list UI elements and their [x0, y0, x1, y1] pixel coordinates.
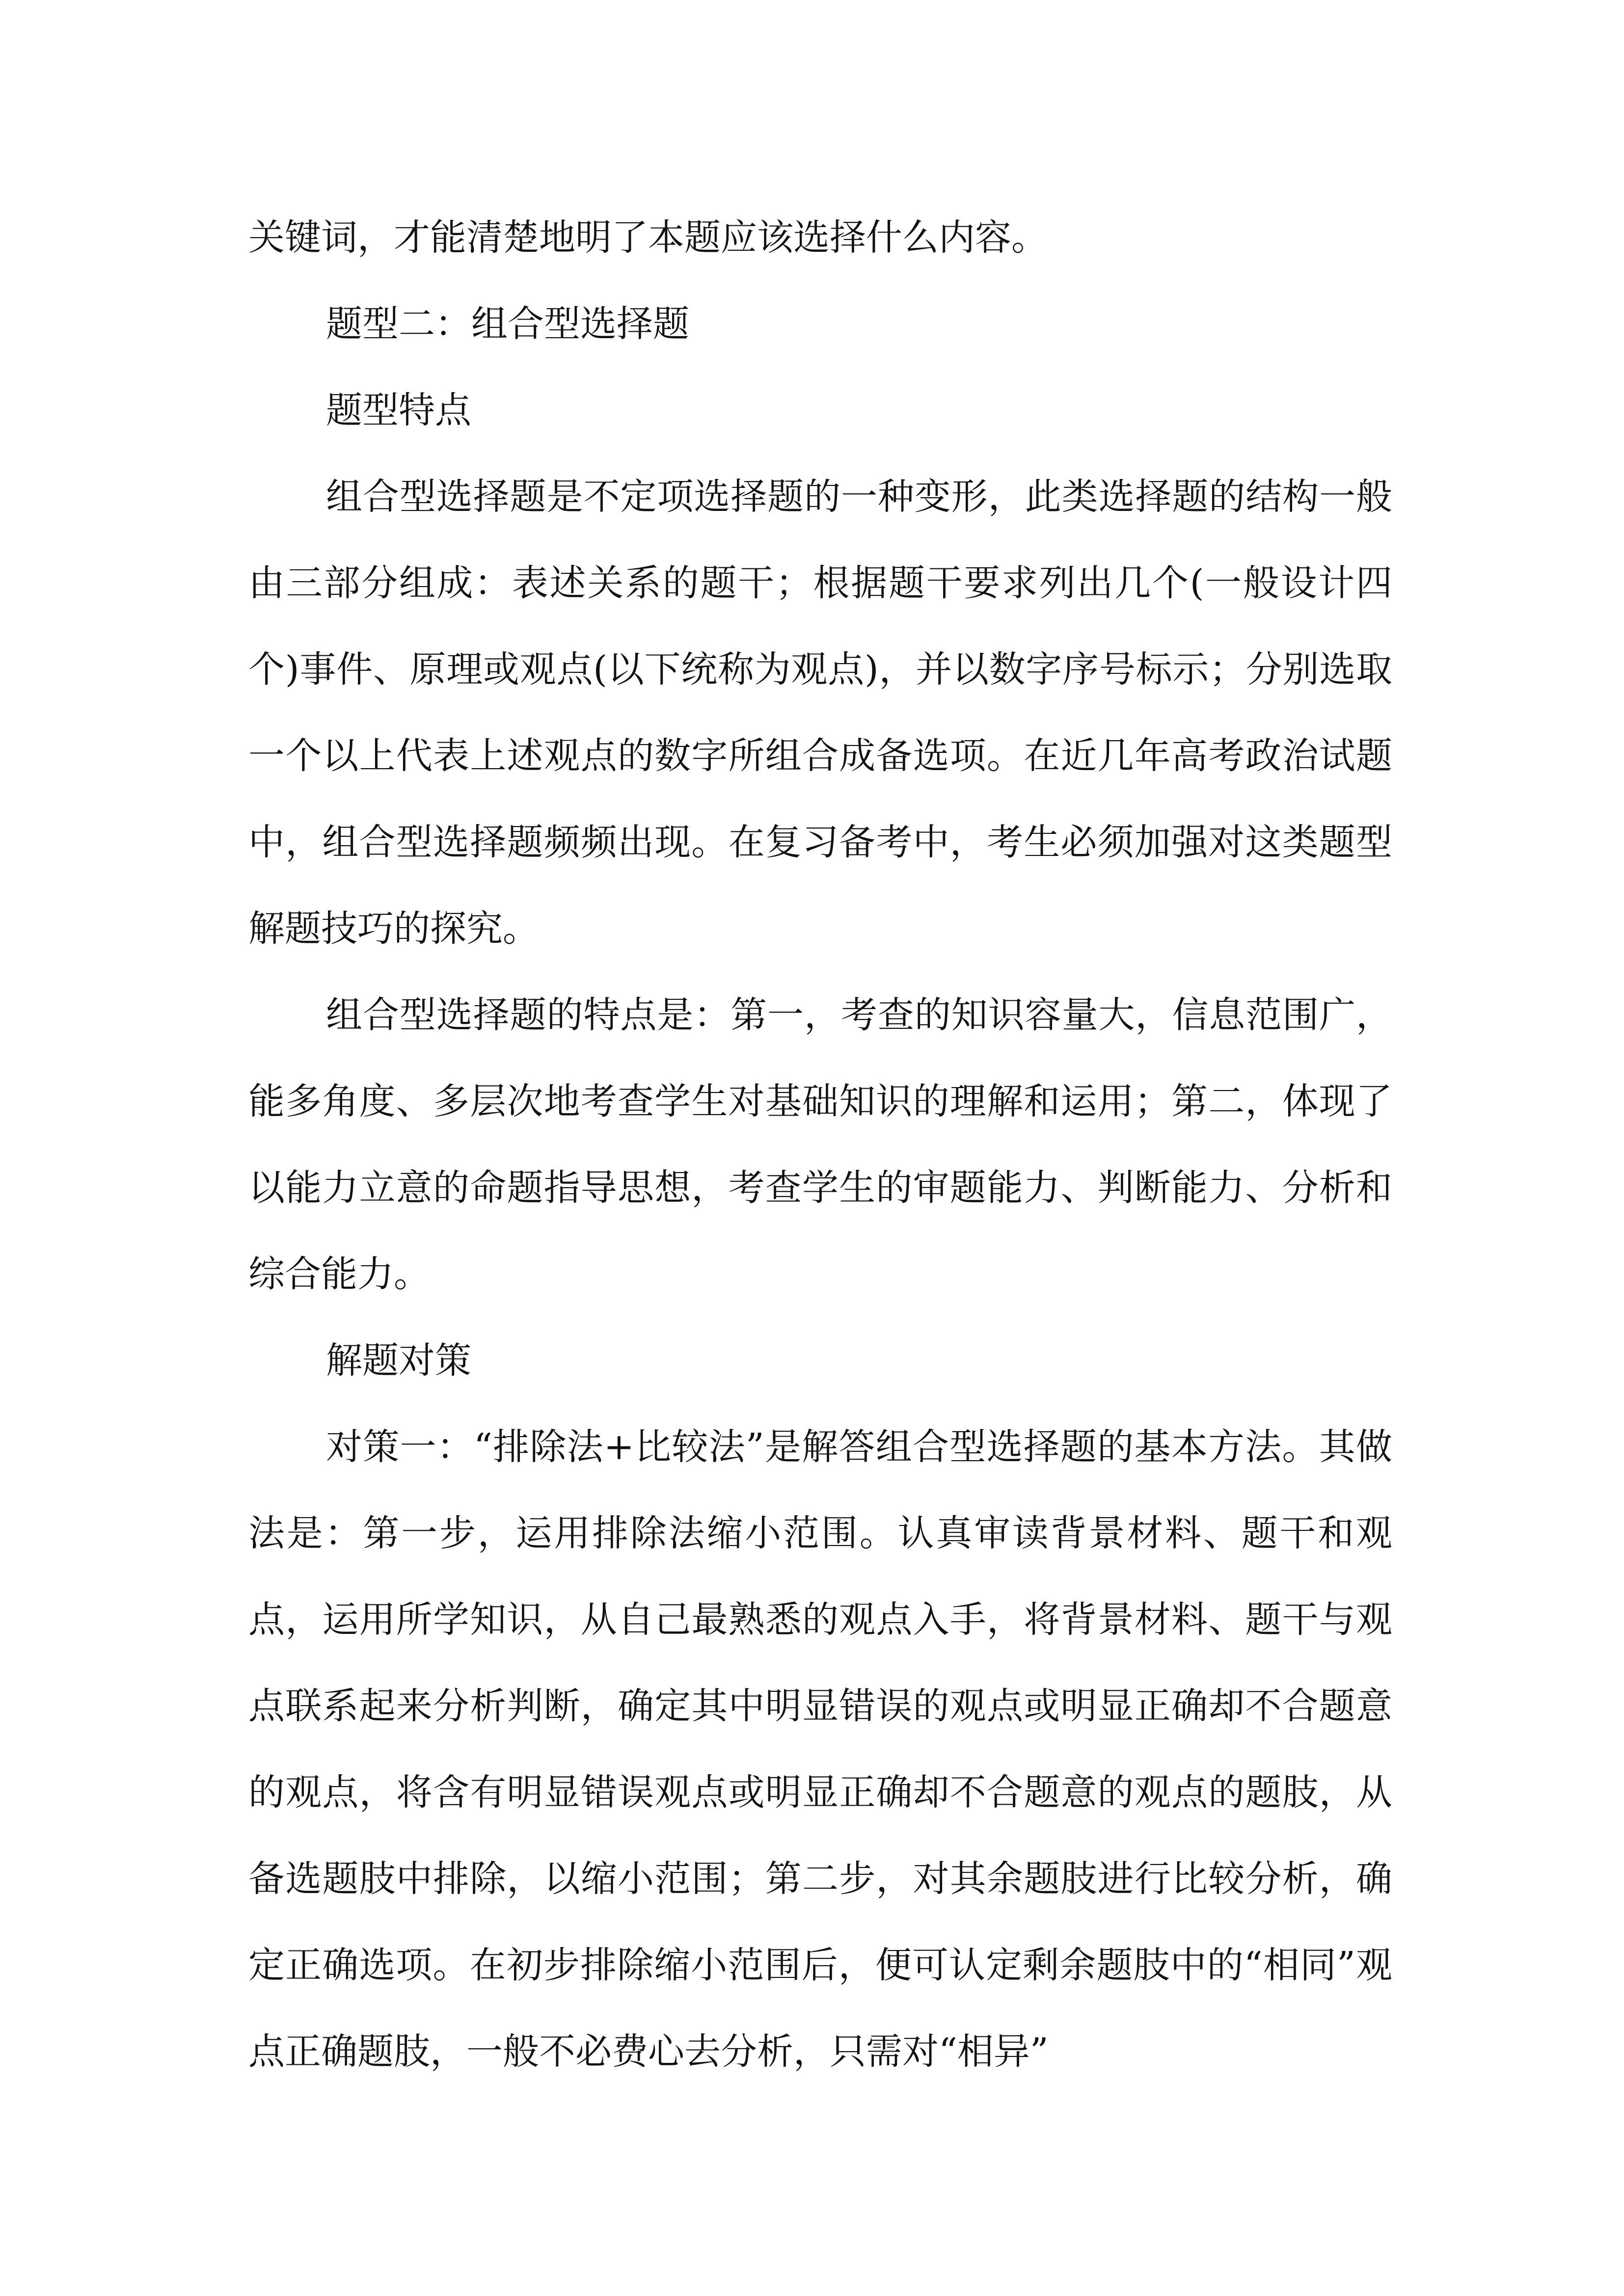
heading-question-type-two: 题型二：组合型选择题 — [326, 303, 689, 345]
heading-solving-strategy: 解题对策 — [326, 1339, 471, 1382]
paragraph-strategy-one: 对策一：“排除法+比较法”是解答组合型选择题的基本方法。其做法是：第一步，运用排除法缩小范围。认真审读背景材料、题干和观点，运用所学知识，从自己最熟悉的观点入手，将背景材料、题干与观点联系起来分析判断，确定其中明显错误的观点或明显正确却不合题意的观点，将含有明显错误观点或明显正确却不合题意的观点的题肢，从备选题肢中排除，以缩小范围；第二步，对其余题肢进行比较分析，确定正确选项。在初步排除缩小范围后，便可认定剩余题肢中的“相同”观点正确题肢，一般不必费心去分析，只需对“相异” — [248, 1426, 1392, 2073]
heading-type-features: 题型特点 — [326, 389, 471, 431]
paragraph-definition: 组合型选择题是不定项选择题的一种变形，此类选择题的结构一般由三部分组成：表述关系的题干；根据题干要求列出几个(一般设计四个)事件、原理或观点(以下统称为观点)，并以数字序号标示；分别选取一个以上代表上述观点的数字所组合成备选项。在近几年高考政治试题中，组合型选择题频频出现。在复习备考中，考生必须加强对这类题型解题技巧的探究。 — [248, 476, 1392, 950]
paragraph-characteristics: 组合型选择题的特点是：第一，考查的知识容量大，信息范围广，能多角度、多层次地考查学生对基础知识的理解和运用；第二，体现了以能力立意的命题指导思想，考查学生的审题能力、判断能力、分析和综合能力。 — [248, 994, 1392, 1295]
document-body — [248, 194, 1392, 2095]
paragraph-continuation: 关键词，才能清楚地明了本题应该选择什么内容。 — [248, 216, 1048, 259]
